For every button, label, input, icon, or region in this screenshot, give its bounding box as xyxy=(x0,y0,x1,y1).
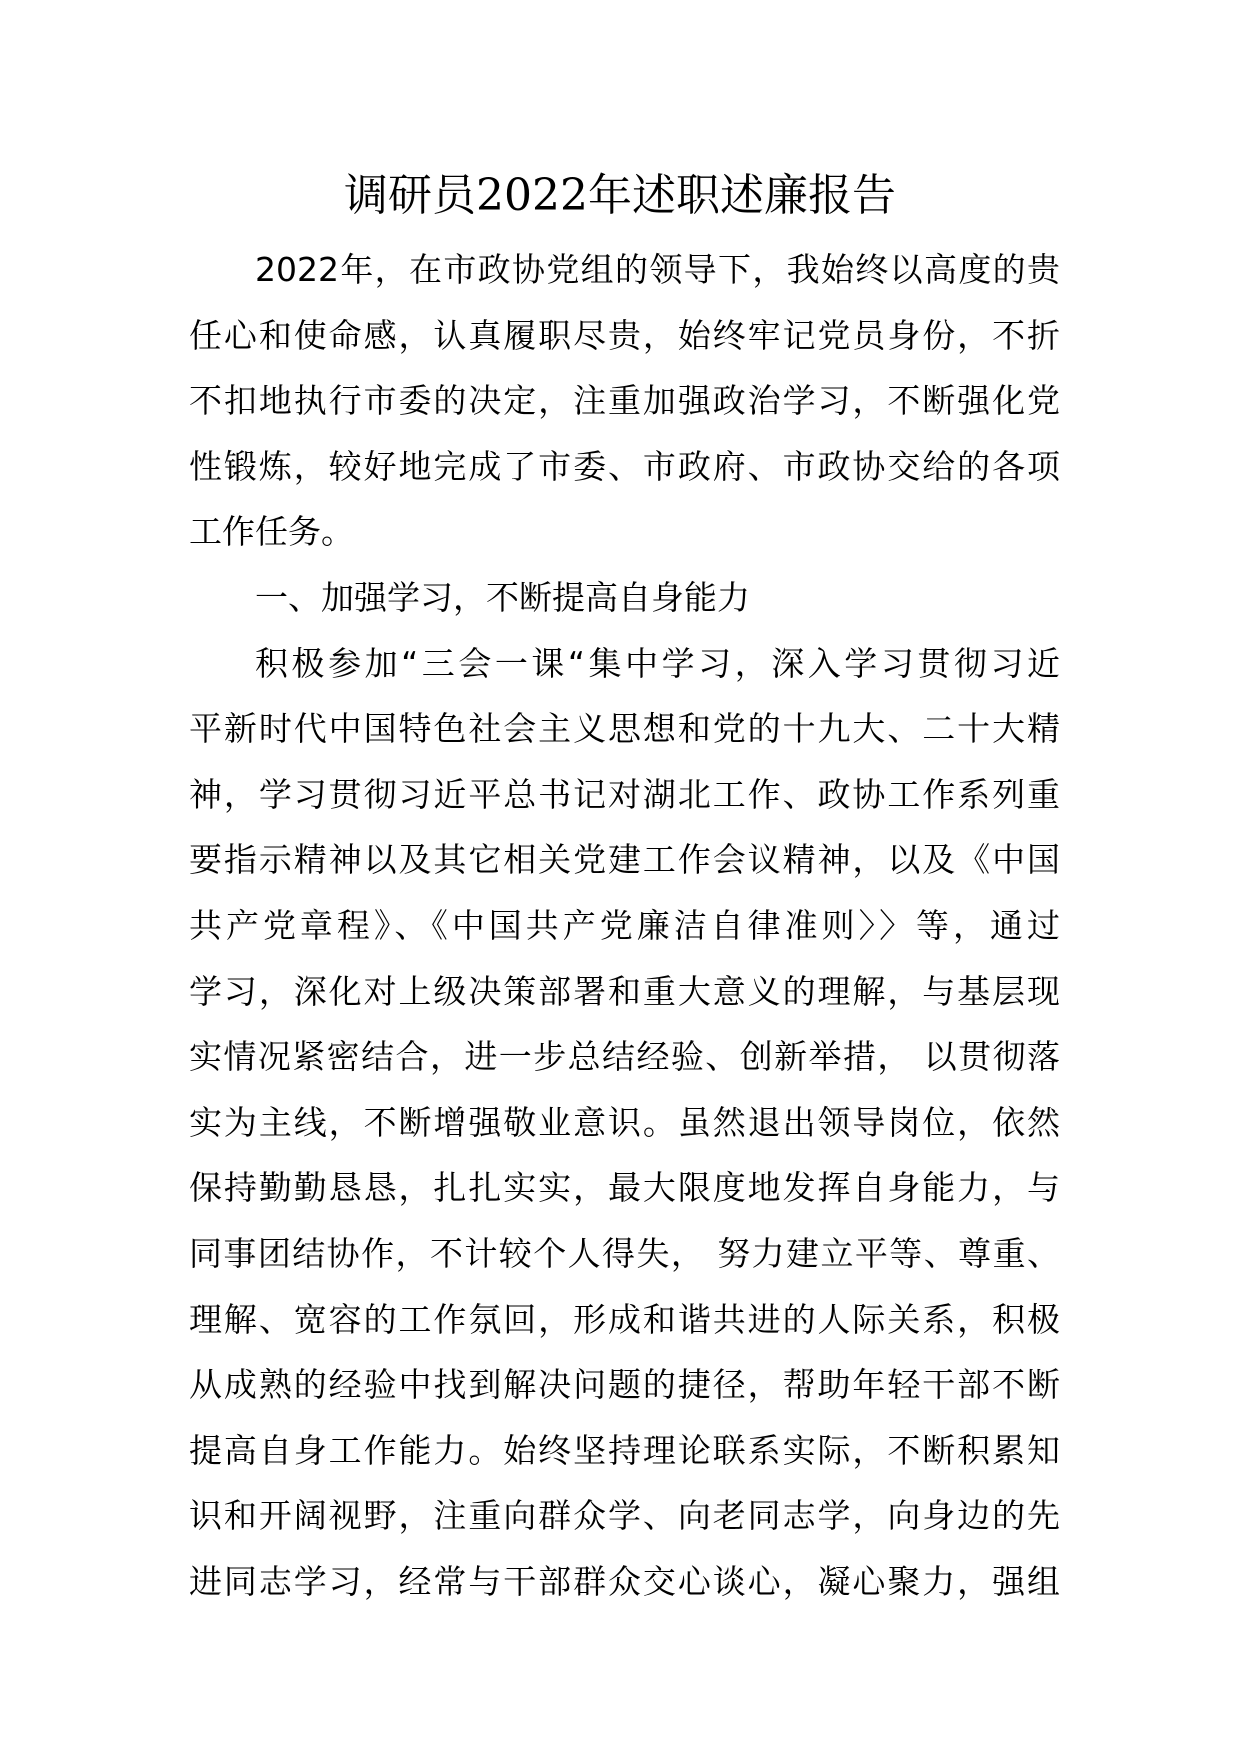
paragraph-line: 积极参加“三会一课“集中学习，深入学习贯彻习近 xyxy=(255,643,1060,683)
paragraph-line: 同事团结协作，不计较个人得失， 努力建立平等、尊重、 xyxy=(189,1233,1060,1273)
paragraph-line: 实情况紧密结合，进一步总结经验、创新举措， 以贯彻落 xyxy=(189,1037,1060,1077)
paragraph-line: 任心和使命感，认真履职尽贵，始终牢记党员身份，不折 xyxy=(189,315,1060,355)
paragraph-line: 实为主线，不断增强敬业意识。虽然退出领导岗位，依然 xyxy=(189,1102,1060,1142)
document-body xyxy=(189,237,1060,1614)
paragraph-line: 性锻炼，较好地完成了市委、市政府、市政协交给的各项 xyxy=(189,446,1060,486)
paragraph-line: 共产党章程》、《中国共产党廉洁自律准则〉〉等，通过 xyxy=(189,905,1060,945)
paragraph-line: 要指示精神以及其它相关党建工作会议精神，以及《中国 xyxy=(189,840,1060,880)
paragraph-line: 保持勤勤恳恳，扎扎实实，最大限度地发挥自身能力，与 xyxy=(189,1168,1060,1208)
paragraph-line: 学习，深化对上级决策部署和重大意义的理解，与基层现 xyxy=(189,971,1060,1011)
document-title: 调研员2022年述职述廉报告 xyxy=(344,170,896,221)
paragraph-line: 工作任务。 xyxy=(189,512,354,552)
paragraph-line: 神，学习贯彻习近平总书记对湖北工作、政协工作系列重 xyxy=(189,774,1060,814)
paragraph-line: 理解、宽容的工作氛回，形成和谐共进的人际关系，积极 xyxy=(189,1299,1060,1339)
paragraph-line: 2022年，在市政协党组的领导下，我始终以高度的贵 xyxy=(255,250,1060,289)
paragraph-line: 不扣地执行市委的决定，注重加强政治学习，不断强化党 xyxy=(189,381,1060,421)
paragraph-line: 从成熟的经验中找到解决问题的捷径，帮助年轻干部不断 xyxy=(189,1365,1060,1405)
section-heading: 一、加强学习，不断提高自身能力 xyxy=(255,577,750,617)
paragraph-line: 平新时代中国特色社会主义思想和党的十九大、二十大精 xyxy=(189,709,1060,749)
paragraph-line: 识和开阔视野，注重向群众学、向老同志学，向身边的先 xyxy=(189,1496,1060,1536)
paragraph-line: 提高自身工作能力。始终坚持理论联系实际，不断积累知 xyxy=(189,1430,1060,1470)
paragraph-line: 进同志学习，经常与干部群众交心谈心，凝心聚力，强组 xyxy=(189,1561,1060,1601)
